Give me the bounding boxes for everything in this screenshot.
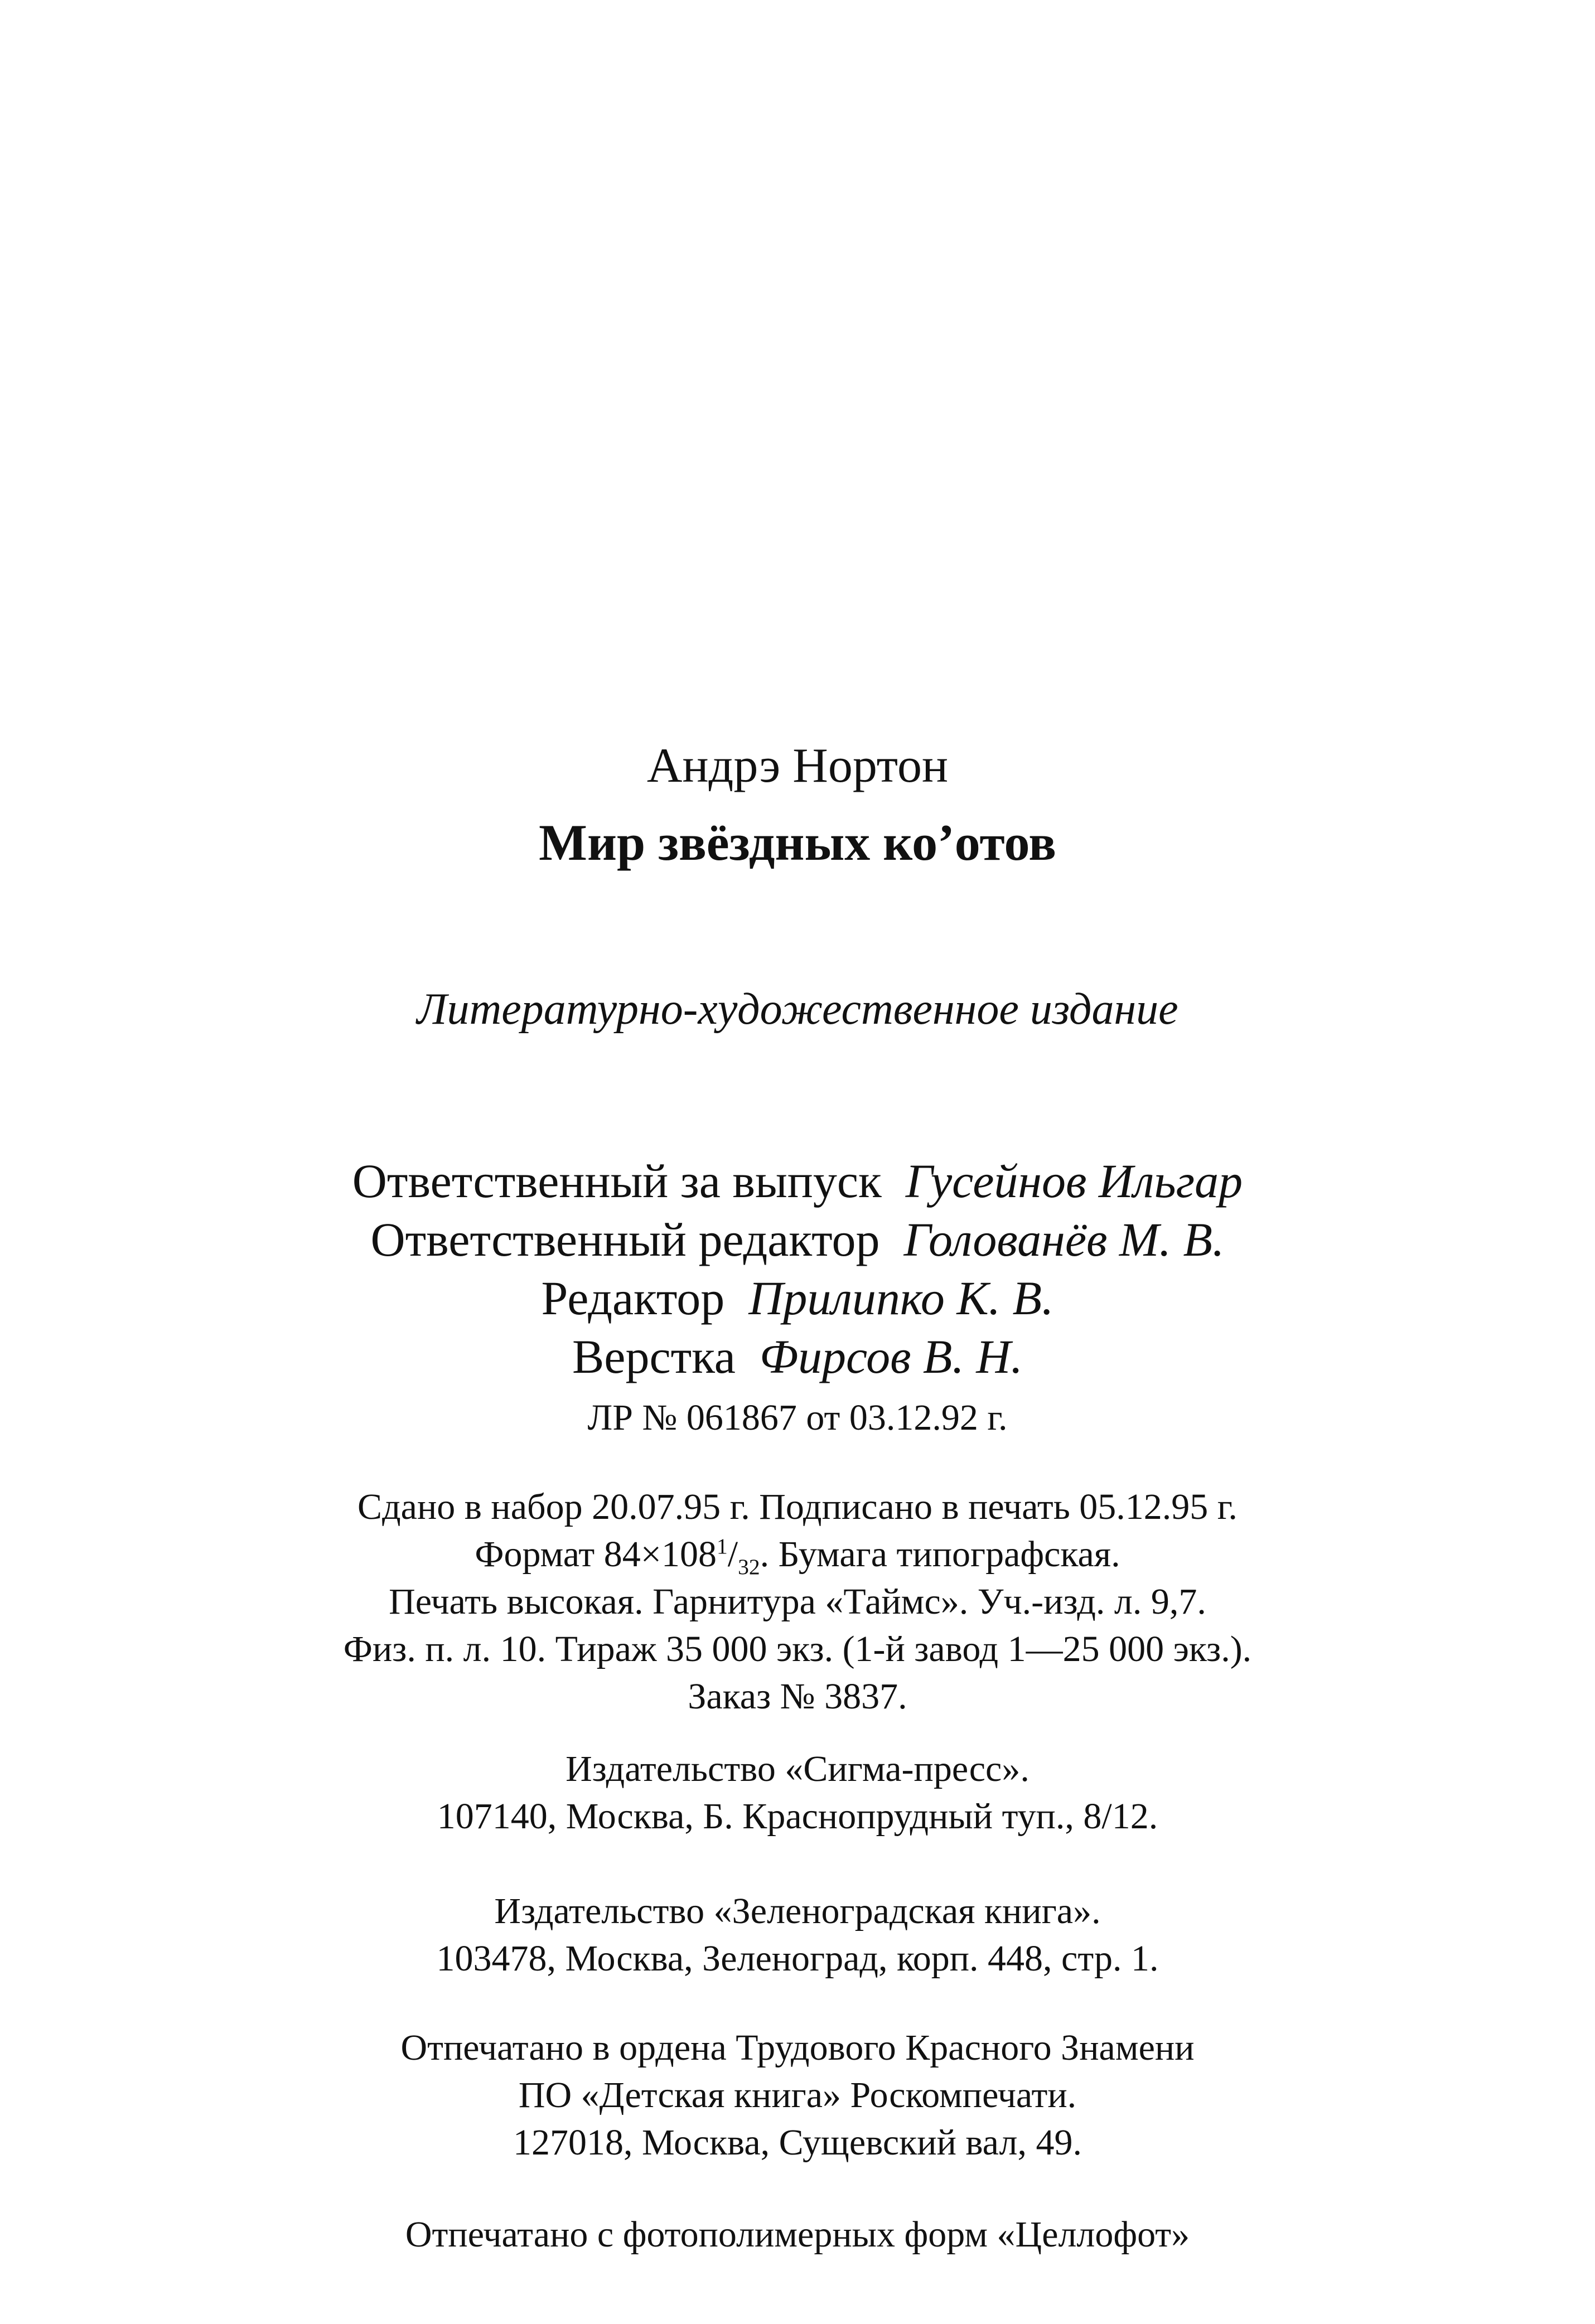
publisher-name: Издательство «Сигма-пресс». xyxy=(566,1749,1030,1789)
book-author: Андрэ Нортон xyxy=(646,739,949,793)
publisher-address: 107140, Москва, Б. Краснопрудный туп., 8/12. xyxy=(437,1796,1158,1837)
printer-address: 127018, Москва, Сущевский вал, 49. xyxy=(513,2122,1082,2163)
credit-name: Прилипко К. В. xyxy=(748,1271,1054,1325)
print-dates: Сдано в набор 20.07.95 г. Подписано в печать 05.12.95 г. xyxy=(357,1487,1238,1527)
format-prefix: Формат 84×108 xyxy=(475,1534,717,1575)
format-suffix: . Бумага типографская. xyxy=(760,1534,1120,1575)
format-fraction-numerator: 1 xyxy=(716,1534,728,1558)
credit-line xyxy=(0,1271,1595,1325)
book-title: Мир звёздных ко’отов xyxy=(539,814,1056,871)
order-number: Заказ № 3837. xyxy=(688,1676,907,1717)
credit-name: Голованёв М. В. xyxy=(903,1213,1225,1266)
printer-plates: Отпечатано с фотополимерных форм «Целлофот» xyxy=(405,2214,1190,2255)
printer-name: ПО «Детская книга» Роскомпечати. xyxy=(518,2075,1077,2115)
credit-role: Ответственный за выпуск xyxy=(352,1154,882,1208)
publisher-name: Издательство «Зеленоградская книга». xyxy=(494,1891,1101,1931)
credit-role: Редактор xyxy=(541,1271,725,1325)
print-run: Физ. п. л. 10. Тираж 35 000 экз. (1-й завод 1—25 000 экз.). xyxy=(343,1629,1252,1669)
credit-name: Фирсов В. Н. xyxy=(759,1330,1023,1383)
book-genre: Литературно-художественное издание xyxy=(417,985,1178,1034)
credit-line xyxy=(0,1213,1595,1266)
format-fraction-denominator: 32 xyxy=(738,1555,760,1580)
credit-line xyxy=(0,1330,1595,1383)
credit-role: Верстка xyxy=(572,1330,736,1383)
publisher-address: 103478, Москва, Зеленоград, корп. 448, стр. 1. xyxy=(436,1938,1159,1979)
license-number: ЛР № 061867 от 03.12.92 г. xyxy=(587,1397,1008,1438)
printer-line: Отпечатано в ордена Трудового Красного Знамени xyxy=(400,2027,1195,2068)
print-typeface: Печать высокая. Гарнитура «Таймс». Уч.-изд. л. 9,7. xyxy=(389,1581,1206,1622)
credit-role: Ответственный редактор xyxy=(370,1213,880,1266)
credit-name: Гусейнов Ильгар xyxy=(905,1154,1243,1208)
print-format: Формат $84\times 108^1/_{32}$. Бумага типографская. xyxy=(475,1534,1120,1580)
credit-line xyxy=(0,1154,1595,1208)
